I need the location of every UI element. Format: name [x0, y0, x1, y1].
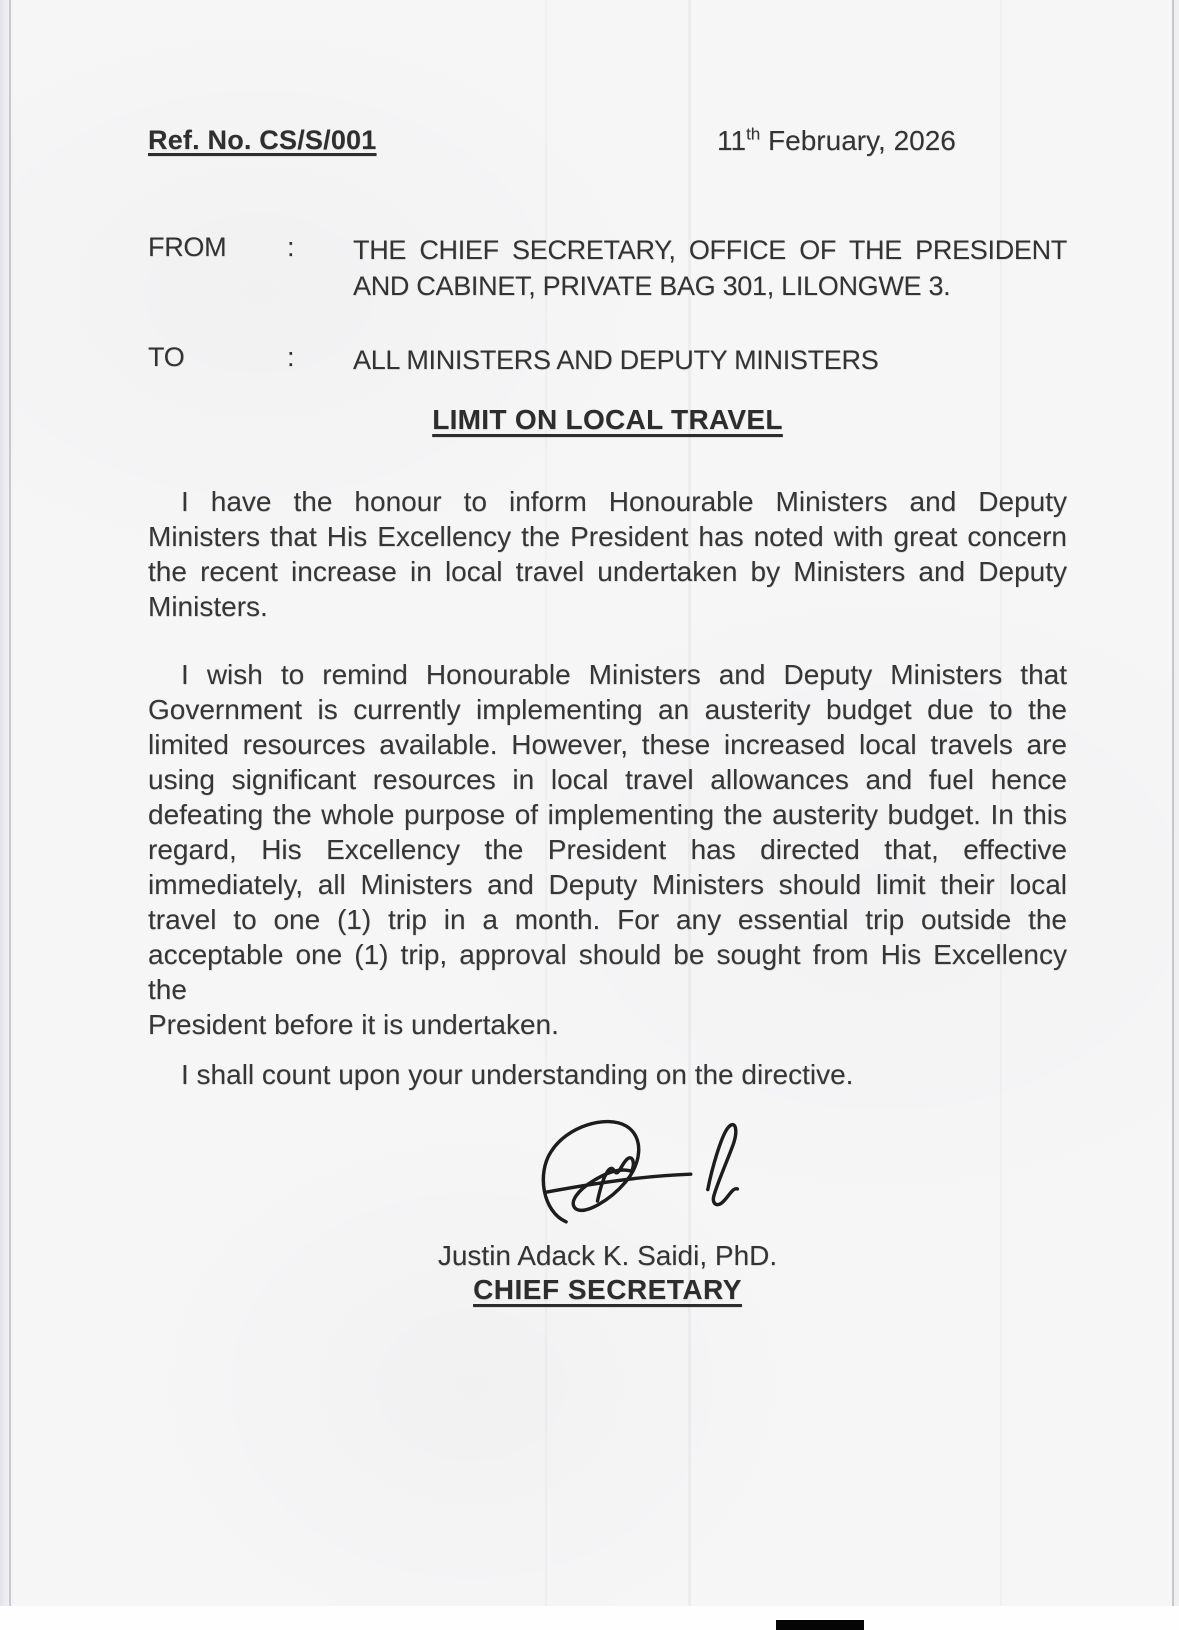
text-line: the recent increase in local travel undertaken by Ministers and Deputy — [148, 556, 1067, 587]
to-separator: : — [287, 342, 295, 372]
from-label: FROM — [148, 232, 227, 262]
text-line: THE CHIEF SECRETARY, OFFICE OF THE PRESIDENT — [353, 235, 1067, 265]
text-line: defeating the whole purpose of implementing the austerity budget. In this — [148, 799, 1067, 830]
text-line: acceptable one (1) trip, approval should be sought from His Excellency the — [148, 939, 1067, 1005]
to-label: TO — [148, 342, 185, 372]
date-month-year: February, 2026 — [760, 125, 956, 156]
text-line: I have the honour to inform Honourable Ministers and Deputy — [181, 486, 1067, 517]
text-line: President before it is undertaken. — [148, 1009, 559, 1040]
to-block — [148, 342, 1067, 378]
text-line: Ministers. — [148, 591, 268, 622]
text-line: Ministers that His Excellency the President has noted with great concern — [148, 521, 1067, 552]
closing-line — [148, 1057, 1067, 1092]
date-day: 11 — [717, 125, 747, 156]
subject-line — [148, 404, 1067, 436]
from-separator: : — [287, 232, 295, 262]
handwritten-signature — [535, 1108, 745, 1238]
text-line: limited resources available. However, these increased local travels are — [148, 729, 1067, 760]
date-ordinal-suffix: th — [746, 124, 761, 144]
to-text: ALL MINISTERS AND DEPUTY MINISTERS — [353, 345, 879, 375]
paragraph-1 — [148, 484, 1067, 624]
subject-title: LIMIT ON LOCAL TRAVEL — [432, 404, 783, 435]
paragraph-2 — [148, 657, 1067, 1042]
from-block — [148, 232, 1067, 304]
text-line: immediately, all Ministers and Deputy Ministers should limit their local — [148, 869, 1067, 900]
text-line: AND CABINET, PRIVATE BAG 301, LILONGWE 3. — [353, 271, 951, 301]
signatory-name: Justin Adack K. Saidi, PhD. — [437, 1240, 778, 1271]
text-line: I wish to remind Honourable Ministers and Deputy Ministers that — [181, 659, 1067, 690]
text-line: regard, His Excellency the President has directed that, effective — [148, 834, 1067, 865]
signatory-role-text: CHIEF SECRETARY — [473, 1274, 742, 1305]
reference-number: Ref. No. CS/S/001 — [148, 125, 377, 155]
signature-ink — [532, 1103, 749, 1244]
text-line: travel to one (1) trip in a month. For any essential trip outside the — [148, 904, 1067, 935]
letter-date — [717, 125, 956, 157]
text-line: using significant resources in local travel allowances and fuel hence — [148, 764, 1067, 795]
from-text — [353, 232, 1067, 304]
signatory-role — [148, 1274, 1067, 1306]
text-line: Government is currently implementing an austerity budget due to the — [148, 694, 1067, 725]
closing-text: I shall count upon your understanding on the directive. — [181, 1059, 854, 1090]
